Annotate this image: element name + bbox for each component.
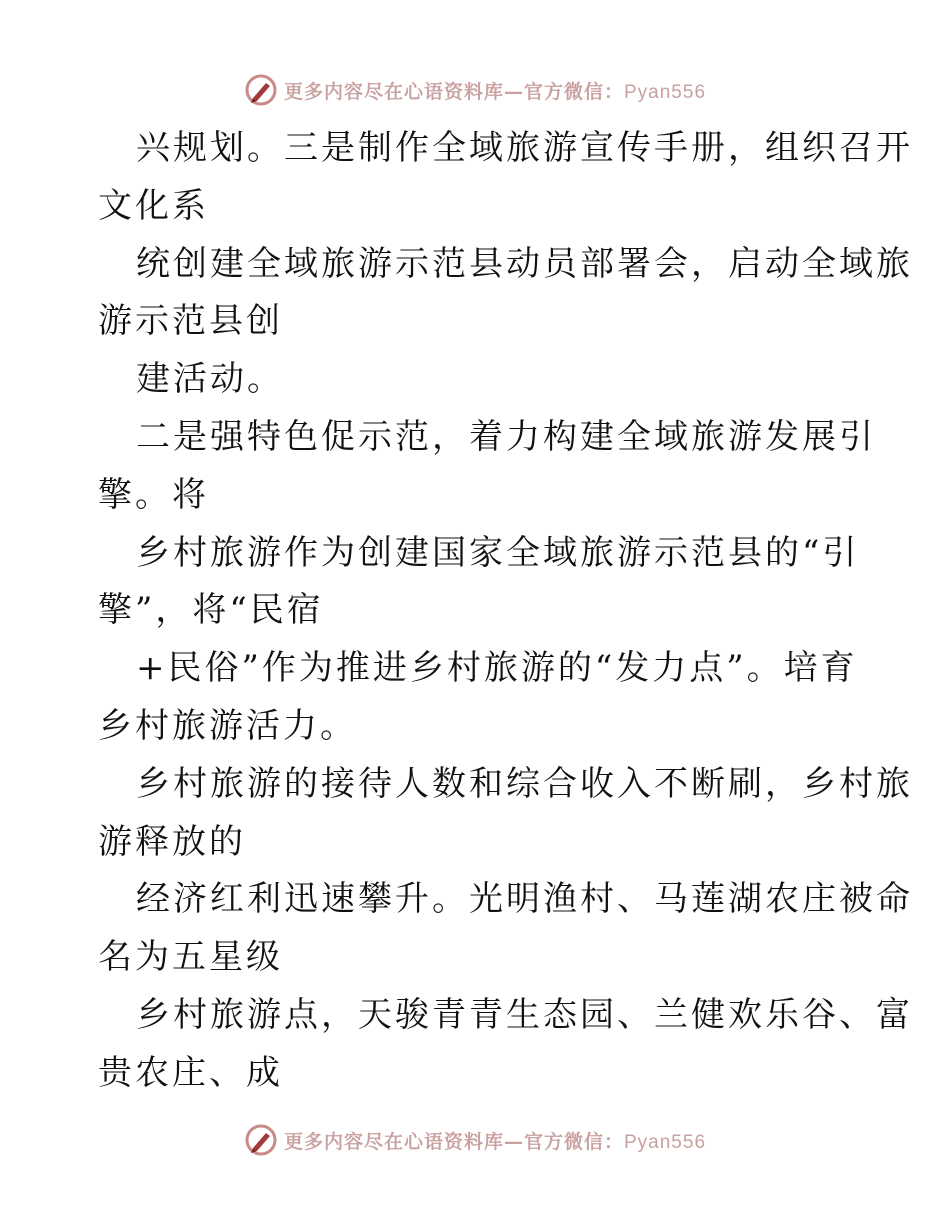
- pen-logo-icon: [244, 73, 278, 107]
- text-line: 擎。将: [98, 474, 209, 515]
- watermark-wechat-id: Pyan556: [624, 1131, 707, 1153]
- text-line: 乡村旅游活力。: [98, 705, 357, 746]
- watermark-text: [284, 77, 706, 104]
- watermark-text: [284, 1127, 706, 1154]
- text-line: 乡村旅游点，天骏青青生态园、兰健欢乐谷、富: [136, 994, 913, 1035]
- text-line: 名为五星级: [98, 937, 283, 978]
- text-line: 统创建全域旅游示范县动员部署会，启动全域旅: [136, 243, 913, 284]
- text-line: 贵农庄、成: [98, 1052, 283, 1093]
- text-line: 乡村旅游作为创建国家全域旅游示范县的“引: [136, 532, 860, 573]
- watermark-prefix: 更多内容尽在心语资料库—官方微信：: [283, 1130, 624, 1153]
- text-line: 二是强特色促示范，着力构建全域旅游发展引: [136, 416, 876, 457]
- text-line: 游示范县创: [98, 301, 283, 342]
- text-line: 建活动。: [136, 359, 284, 400]
- text-line: 经济红利迅速攀升。光明渔村、马莲湖农庄被命: [136, 879, 913, 920]
- pen-logo-icon: [244, 1123, 278, 1157]
- text-line: 乡村旅游的接待人数和综合收入不断刷，乡村旅: [136, 763, 913, 804]
- document-body: [98, 120, 913, 1103]
- text-line: 游释放的: [98, 821, 246, 862]
- text-line: +民俗”作为推进乡村旅游的“发力点”。培育: [136, 648, 858, 689]
- text-line: 兴规划。三是制作全域旅游宣传手册，组织召开: [136, 128, 913, 168]
- header-watermark: [0, 70, 950, 110]
- text-line: 文化系: [98, 185, 209, 226]
- watermark-wechat-id: Pyan556: [624, 81, 707, 103]
- text-line: 擎”，将“民宿: [98, 590, 324, 631]
- footer-watermark: [0, 1120, 950, 1160]
- watermark-prefix: 更多内容尽在心语资料库—官方微信：: [283, 80, 624, 103]
